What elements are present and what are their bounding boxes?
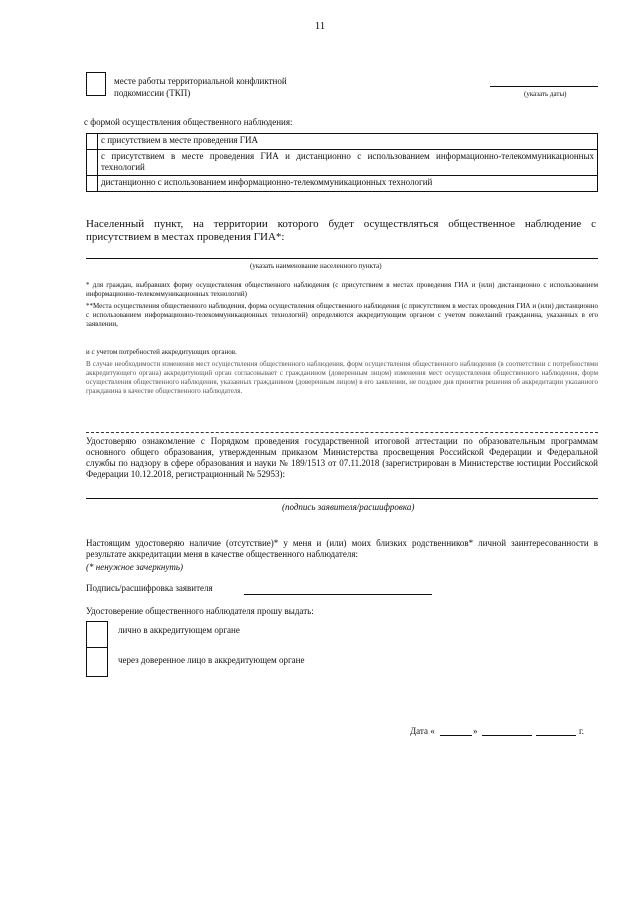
certificate-option2-label: через доверенное лицо в аккредитующем органе — [118, 655, 305, 665]
forms-row-1-label: с присутствием в месте проведения ГИА — [98, 134, 598, 150]
tkp-date-line[interactable] — [490, 86, 598, 87]
certificate-option2-checkbox[interactable] — [86, 647, 108, 677]
forms-heading: с формой осуществления общественного наблюдения: — [84, 117, 293, 127]
date-month-line[interactable] — [482, 735, 532, 736]
forms-row-2 — [87, 150, 598, 176]
tkp-label-line1: месте работы территориальной конфликтной — [114, 76, 287, 86]
note-1: * для граждан, выбравших форму осуществления общественного наблюдения (с присутствием в местах проведения ГИА и (или) дистанционно с использованием информационно-телекоммуникационных технологий) — [86, 281, 598, 298]
tkp-label-line2: подкомиссии (ТКП) — [114, 88, 191, 98]
date-suffix: г. — [579, 726, 584, 736]
note-3: В случае необходимости изменения мест осуществления общественного наблюдения, форм осуществления общественного наблюдения (в соответствии с потребностями аккредитующего органа) аккредитующий орган согласовывает с гражданином (доверенным лицом) изменения мест осуществления общественного наблюдения, форм осуществления общественного наблюдения, указанных гражданином (доверенным лицом) в его заявлении, не позднее дня принятия решения об аккредитации указанного гражданина в качестве общественного наблюдателя. — [86, 360, 598, 395]
forms-row-1-checkbox[interactable] — [87, 134, 98, 150]
date-day-line[interactable] — [440, 735, 472, 736]
forms-row-3-checkbox[interactable] — [87, 176, 98, 192]
acknowledgement-separator — [86, 432, 598, 433]
note-2: **Места осуществления общественного наблюдения, форма осуществления общественного наблюдения (с присутствием в местах проведения ГИА и (или) дистанционно с использованием информационно-телекоммуникационных технологий) определяются аккредитующим органом с учетом пожеланий гражданина, указанных в его заявлении, — [86, 302, 598, 328]
relatives-signature-label: Подпись/расшифровка заявителя — [86, 583, 213, 593]
forms-row-2-label: с присутствием в месте проведения ГИА и дистанционно с использованием информационно-телекоммуникационных технологий — [98, 150, 598, 176]
relatives-signature-line[interactable] — [244, 594, 432, 595]
forms-row-1 — [87, 134, 598, 150]
date-mid: » — [473, 726, 478, 736]
tkp-date-hint: (указать даты) — [524, 90, 567, 98]
relatives-text: Настоящим удостоверяю наличие (отсутствие)* у меня и (или) моих близких родственников* личной заинтересованности в результате аккредитации меня в качестве общественного наблюдателя: — [86, 538, 598, 559]
date-prefix: Дата « — [410, 726, 435, 736]
page-number: 11 — [314, 20, 326, 32]
acknowledgement-text: Удостоверяю ознакомление с Порядком проведения государственной итоговой аттестации по образовательным программам основного общего образования, утвержденным приказом Министерства просвещения Российской Федерации и Федеральной службы по надзору в сфере образования и науки № 189/1513 от 07.11.2018 (зарегистрирован в Министерстве юстиции Российской Федерации 10.12.2018, регистрационный № 52953): — [86, 436, 598, 479]
note-2-end: и с учетом потребностей аккредитующих органов. — [86, 348, 237, 356]
relatives-strike-hint: (* ненужное зачеркнуть) — [86, 562, 183, 572]
certificate-option1-label: лично в аккредитующем органе — [118, 625, 240, 635]
forms-row-3 — [87, 176, 598, 192]
forms-row-3-label: дистанционно с использованием информационно-телекоммуникационных технологий — [98, 176, 598, 192]
acknowledgement-signature-line[interactable] — [86, 498, 598, 499]
settlement-line[interactable] — [86, 258, 598, 259]
forms-row-2-checkbox[interactable] — [87, 150, 98, 176]
tkp-checkbox[interactable] — [86, 72, 106, 96]
forms-table — [86, 133, 598, 192]
date-year-line[interactable] — [536, 735, 576, 736]
acknowledgement-signature-hint: (подпись заявителя/расшифровка) — [282, 502, 415, 512]
settlement-hint: (указать наименование населенного пункта) — [250, 262, 382, 270]
settlement-text: Населенный пункт, на территории которого будет осуществляться общественное наблюдение с присутствием в местах проведения ГИА*: — [86, 218, 596, 243]
certificate-heading: Удостоверение общественного наблюдателя прошу выдать: — [86, 606, 314, 616]
